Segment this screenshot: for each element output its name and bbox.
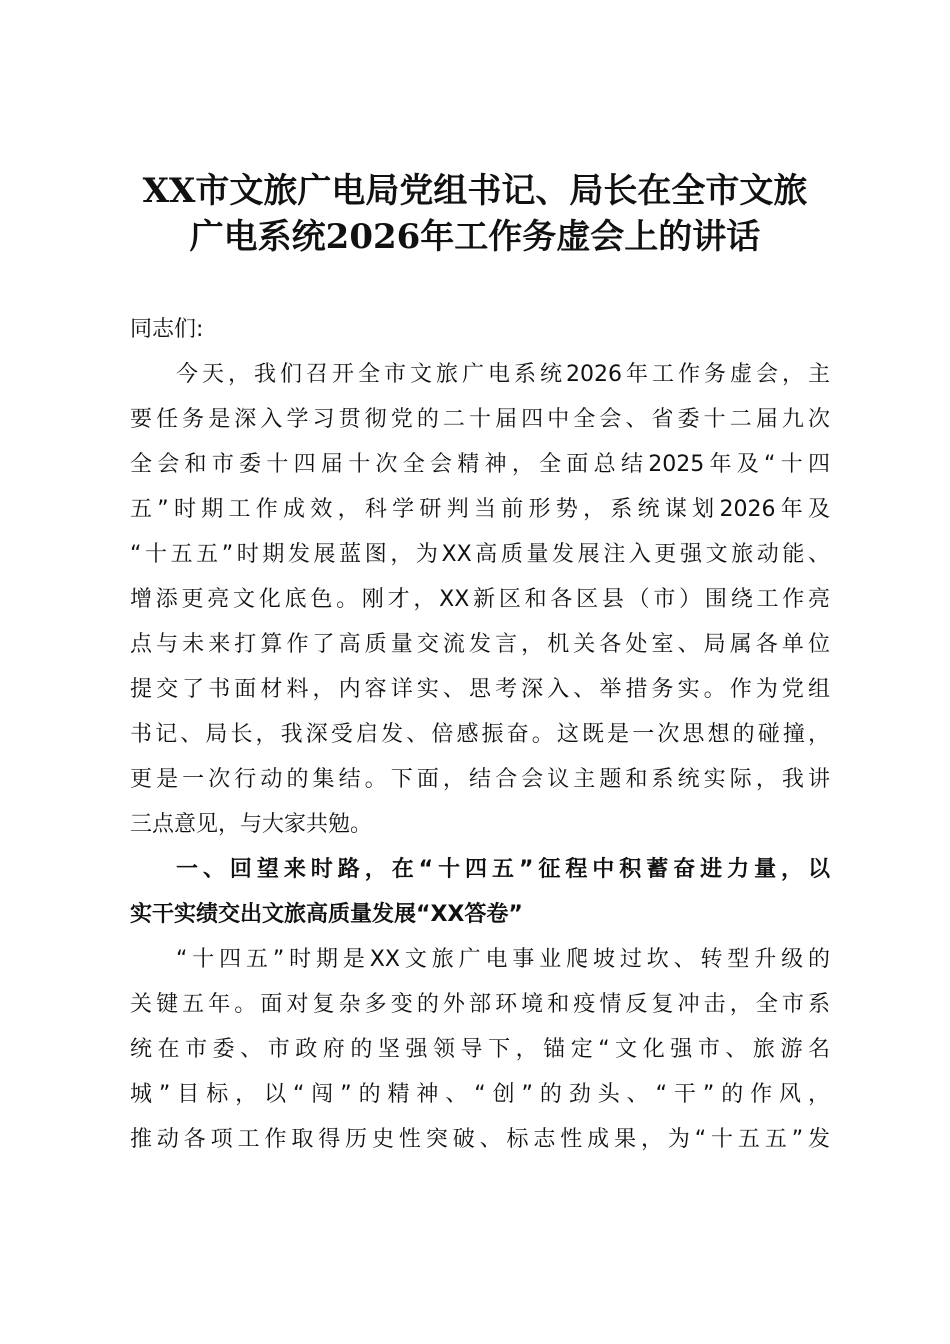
- salutation: 同志们:: [130, 317, 204, 342]
- paragraph-1-line: 更是一次行动的集结。下面，结合会议主题和系统实际，我讲: [130, 767, 830, 792]
- paragraph-1-line: 三点意见，与大家共勉。: [130, 812, 373, 837]
- document-title-line-1: XX市文旅广电局党组书记、局长在全市文旅: [142, 171, 808, 211]
- paragraph-1-line: 五”时期工作成效，科学研判当前形势，系统谋划2026年及: [130, 497, 830, 522]
- paragraph-2-line: 城”目标，以“闯”的精神、“创”的劲头、“干”的作风，: [130, 1082, 830, 1107]
- paragraph-1-line: 今天，我们召开全市文旅广电系统2026年工作务虚会，主: [176, 362, 830, 387]
- paragraph-1-line: 提交了书面材料，内容详实、思考深入、举措务实。作为党组: [130, 677, 830, 702]
- paragraph-2-line: 统在市委、市政府的坚强领导下，锚定“文化强市、旅游名: [130, 1037, 830, 1062]
- paragraph-2-line: “十四五”时期是XX文旅广电事业爬坡过坎、转型升级的: [176, 947, 830, 972]
- paragraph-1-line: 书记、局长，我深受启发、倍感振奋。这既是一次思想的碰撞，: [130, 722, 830, 747]
- document-title-line-2: 广电系统2026年工作务虚会上的讲话: [189, 217, 761, 257]
- paragraph-1-line: 点与未来打算作了高质量交流发言，机关各处室、局属各单位: [130, 632, 830, 657]
- paragraph-1-line: 全会和市委十四届十次全会精神，全面总结2025年及“十四: [130, 452, 830, 477]
- paragraph-2-line: 关键五年。面对复杂多变的外部环境和疫情反复冲击，全市系: [130, 992, 830, 1017]
- paragraph-1-line: 要任务是深入学习贯彻党的二十届四中全会、省委十二届九次: [130, 407, 830, 432]
- section-heading-line: 一、回望来时路，在“十四五”征程中积蓄奋进力量，以: [176, 857, 830, 882]
- paragraph-1-line: “十五五”时期发展蓝图，为XX高质量发展注入更强文旅动能、: [130, 542, 830, 567]
- section-heading-line: 实干实绩交出文旅高质量发展“XX答卷”: [130, 902, 523, 927]
- paragraph-1-line: 增添更亮文化底色。刚才，XX新区和各区县（市）围绕工作亮: [130, 587, 830, 612]
- paragraph-2-line: 推动各项工作取得历史性突破、标志性成果，为“十五五”发: [130, 1127, 830, 1152]
